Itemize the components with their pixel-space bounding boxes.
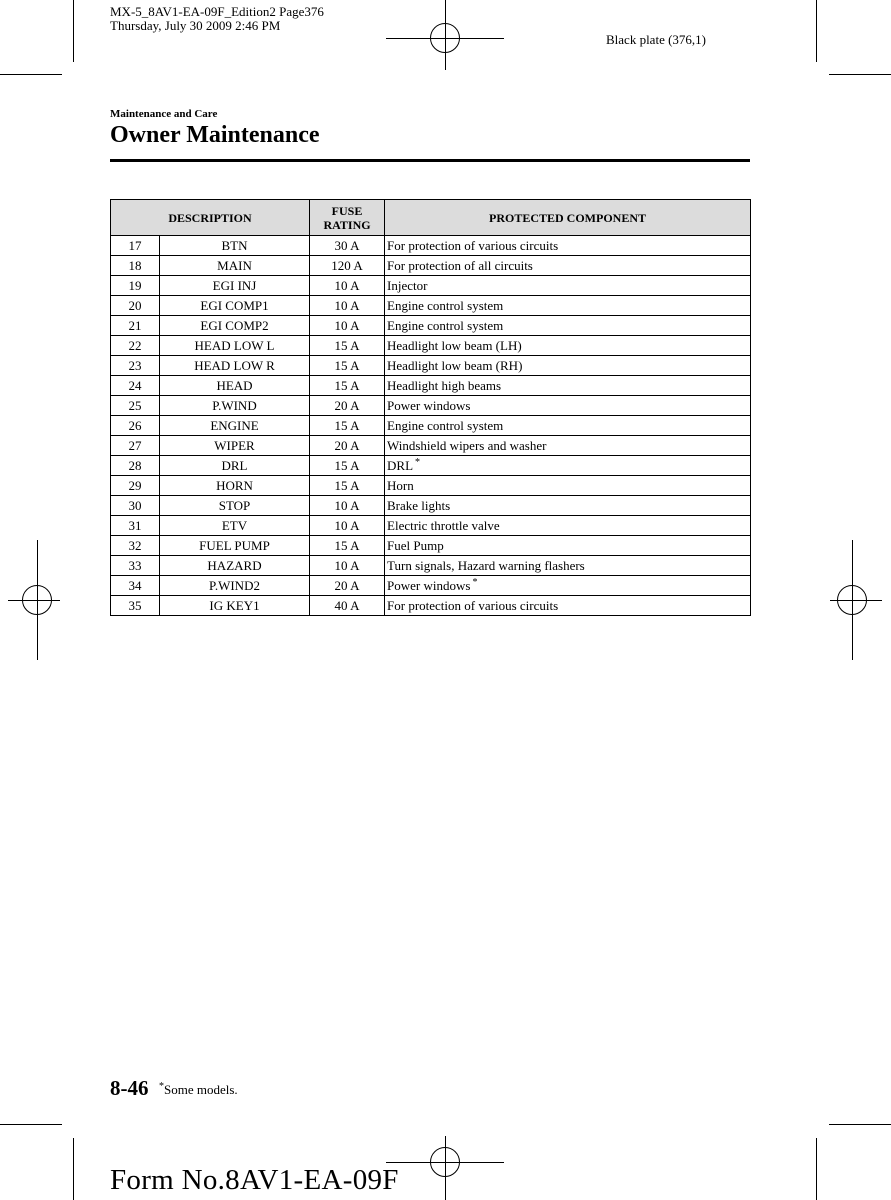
fuse-number-text: 32: [128, 537, 142, 553]
title-underline: [110, 159, 750, 162]
page-title: Owner Maintenance: [110, 122, 320, 148]
fuse-number: [111, 576, 160, 596]
protected-component-text: Power windows: [387, 397, 471, 413]
fuse-description: [160, 556, 310, 576]
fuse-rating-text: 40 A: [334, 597, 360, 613]
protected-component-text: Headlight low beam (RH): [387, 357, 523, 373]
fuse-number-text: 35: [128, 597, 142, 613]
protected-component: [385, 576, 751, 596]
table-row: [111, 236, 751, 256]
fuse-number-text: 17: [128, 237, 142, 253]
fuse-number: [111, 336, 160, 356]
some-models-mark: *: [472, 576, 478, 588]
fuse-number: [111, 296, 160, 316]
fuse-description-text: BTN: [221, 237, 248, 253]
registration-target-icon: [430, 1147, 460, 1177]
header-description: DESCRIPTION: [111, 200, 310, 236]
fuse-description-text: IG KEY1: [209, 597, 260, 613]
fuse-description-text: P.WIND: [212, 397, 257, 413]
header-fuse-line2: RATING: [323, 217, 371, 232]
fuse-number-text: 25: [128, 397, 142, 413]
table-row: [111, 356, 751, 376]
fuse-description-text: FUEL PUMP: [199, 537, 270, 553]
fuse-description-text: EGI INJ: [212, 277, 257, 293]
table-row: [111, 536, 751, 556]
fuse-number: [111, 356, 160, 376]
fuse-description-text: HORN: [216, 477, 253, 493]
footnote-text: Some models.: [164, 1082, 238, 1097]
protected-component: [385, 496, 751, 516]
fuse-rating: [310, 396, 385, 416]
fuse-number: [111, 456, 160, 476]
table-row: [111, 576, 751, 596]
fuse-description: [160, 376, 310, 396]
protected-component-text: Injector: [387, 277, 428, 293]
protected-component-text: Engine control system: [387, 297, 504, 313]
fuse-description-text: WIPER: [214, 437, 255, 453]
fuse-rating: [310, 576, 385, 596]
protected-component-text: Brake lights: [387, 497, 451, 513]
registration-target-icon: [837, 585, 867, 615]
fuse-description-text: HEAD LOW L: [194, 337, 275, 353]
protected-component: [385, 256, 751, 276]
fuse-description-text: HEAD LOW R: [194, 357, 275, 373]
table-row: [111, 476, 751, 496]
fuse-rating: [310, 556, 385, 576]
protected-component: [385, 236, 751, 256]
fuse-description-text: DRL: [221, 457, 248, 473]
fuse-number: [111, 416, 160, 436]
protected-component: [385, 456, 751, 476]
header-fuse-line1: FUSE: [331, 203, 363, 218]
fuse-description: [160, 396, 310, 416]
table-row: [111, 396, 751, 416]
table-row: [111, 256, 751, 276]
table-row: [111, 596, 751, 616]
fuse-description: [160, 276, 310, 296]
fuse-rating-text: 15 A: [334, 377, 360, 393]
section-label: Maintenance and Care: [110, 108, 218, 120]
fuse-number-text: 27: [128, 437, 142, 453]
table-row: [111, 296, 751, 316]
protected-component: [385, 296, 751, 316]
protected-component: [385, 556, 751, 576]
table-row: [111, 516, 751, 536]
fuse-rating: [310, 296, 385, 316]
table-row: [111, 276, 751, 296]
fuse-table: [110, 199, 751, 616]
fuse-description-text: EGI COMP2: [200, 317, 269, 333]
protected-component-text: For protection of various circuits: [387, 237, 559, 253]
fuse-rating-text: 120 A: [331, 257, 363, 273]
fuse-rating-text: 20 A: [334, 397, 360, 413]
fuse-description-text: HAZARD: [207, 557, 262, 573]
fuse-description: [160, 496, 310, 516]
fuse-number-text: 34: [128, 577, 142, 593]
fuse-description: [160, 516, 310, 536]
protected-component-text: Windshield wipers and washer: [387, 437, 547, 453]
fuse-rating: [310, 336, 385, 356]
fuse-description-text: HEAD: [216, 377, 253, 393]
fuse-description: [160, 356, 310, 376]
fuse-number-text: 21: [128, 317, 142, 333]
protected-component: [385, 536, 751, 556]
fuse-description-text: ENGINE: [210, 417, 259, 433]
fuse-number-text: 18: [128, 257, 142, 273]
fuse-description: [160, 596, 310, 616]
fuse-number: [111, 516, 160, 536]
fuse-rating-text: 15 A: [334, 457, 360, 473]
some-models-mark: *: [415, 456, 421, 468]
fuse-number: [111, 396, 160, 416]
fuse-description: [160, 576, 310, 596]
fuse-number: [111, 436, 160, 456]
fuse-rating-text: 10 A: [334, 277, 360, 293]
fuse-number: [111, 596, 160, 616]
table-row: [111, 336, 751, 356]
fuse-rating-text: 10 A: [334, 557, 360, 573]
fuse-number-text: 30: [128, 497, 142, 513]
fuse-description-text: MAIN: [217, 257, 252, 273]
protected-component: [385, 596, 751, 616]
protected-component: [385, 316, 751, 336]
footnote-mark: *: [159, 1081, 164, 1092]
table-row: [111, 416, 751, 436]
fuse-description: [160, 536, 310, 556]
fuse-number: [111, 556, 160, 576]
fuse-number-text: 24: [128, 377, 142, 393]
print-info: [110, 5, 324, 33]
fuse-description: [160, 316, 310, 336]
fuse-number-text: 22: [128, 337, 142, 353]
fuse-number-text: 23: [128, 357, 142, 373]
fuse-rating: [310, 376, 385, 396]
fuse-table-body: [111, 236, 751, 616]
table-row: [111, 316, 751, 336]
page-number: 8-46: [110, 1076, 149, 1100]
table-row: [111, 556, 751, 576]
fuse-number-text: 29: [128, 477, 142, 493]
fuse-rating: [310, 476, 385, 496]
fuse-rating-text: 10 A: [334, 297, 360, 313]
protected-component-text: Fuel Pump: [387, 537, 444, 553]
protected-component: [385, 416, 751, 436]
protected-component-text: DRL: [387, 457, 414, 473]
protected-component: [385, 396, 751, 416]
table-row: [111, 496, 751, 516]
fuse-number: [111, 536, 160, 556]
fuse-number: [111, 256, 160, 276]
protected-component: [385, 516, 751, 536]
registration-target-icon: [430, 23, 460, 53]
fuse-rating: [310, 596, 385, 616]
protected-component: [385, 356, 751, 376]
protected-component: [385, 276, 751, 296]
fuse-rating-text: 15 A: [334, 477, 360, 493]
protected-component-text: Electric throttle valve: [387, 517, 500, 533]
protected-component-text: Power windows: [387, 577, 471, 593]
fuse-number-text: 26: [128, 417, 142, 433]
fuse-number-text: 33: [128, 557, 142, 573]
fuse-rating-text: 10 A: [334, 517, 360, 533]
fuse-number-text: 20: [128, 297, 142, 313]
fuse-description-text: ETV: [221, 517, 248, 533]
protected-component-text: For protection of various circuits: [387, 597, 559, 613]
protected-component-text: Engine control system: [387, 317, 504, 333]
table-row: [111, 456, 751, 476]
fuse-number: [111, 316, 160, 336]
fuse-description: [160, 236, 310, 256]
fuse-description: [160, 436, 310, 456]
fuse-rating: [310, 316, 385, 336]
header-fuse-rating: [310, 200, 385, 236]
protected-component: [385, 476, 751, 496]
protected-component-text: For protection of all circuits: [387, 257, 533, 273]
fuse-rating-text: 20 A: [334, 577, 360, 593]
fuse-description: [160, 416, 310, 436]
registration-target-icon: [22, 585, 52, 615]
fuse-number: [111, 376, 160, 396]
fuse-number: [111, 496, 160, 516]
header-protected-component: PROTECTED COMPONENT: [385, 200, 751, 236]
protected-component-text: Engine control system: [387, 417, 504, 433]
protected-component: [385, 436, 751, 456]
fuse-rating: [310, 256, 385, 276]
fuse-rating: [310, 236, 385, 256]
protected-component-text: Headlight high beams: [387, 377, 502, 393]
fuse-number: [111, 476, 160, 496]
fuse-number: [111, 276, 160, 296]
print-info-line2: Thursday, July 30 2009 2:46 PM: [110, 18, 281, 33]
protected-component-text: Turn signals, Hazard warning flashers: [387, 557, 585, 573]
footnote: [157, 1082, 238, 1098]
fuse-rating: [310, 276, 385, 296]
fuse-number: [111, 236, 160, 256]
fuse-rating: [310, 436, 385, 456]
form-number: Form No.8AV1-EA-09F: [110, 1164, 399, 1196]
fuse-table-header: [111, 200, 751, 236]
fuse-description: [160, 336, 310, 356]
fuse-rating: [310, 496, 385, 516]
fuse-rating-text: 20 A: [334, 437, 360, 453]
fuse-description-text: STOP: [218, 497, 251, 513]
fuse-description: [160, 476, 310, 496]
fuse-description-text: P.WIND2: [209, 577, 260, 593]
protected-component-text: Horn: [387, 477, 414, 493]
fuse-rating: [310, 536, 385, 556]
print-info-line1: MX-5_8AV1-EA-09F_Edition2 Page376: [110, 4, 324, 19]
fuse-number-text: 19: [128, 277, 142, 293]
fuse-rating-text: 10 A: [334, 317, 360, 333]
protected-component: [385, 336, 751, 356]
fuse-rating: [310, 356, 385, 376]
fuse-rating-text: 15 A: [334, 337, 360, 353]
fuse-rating-text: 15 A: [334, 417, 360, 433]
fuse-number-text: 31: [128, 517, 142, 533]
fuse-rating-text: 15 A: [334, 357, 360, 373]
plate-info: Black plate (376,1): [606, 32, 706, 47]
fuse-rating-text: 15 A: [334, 537, 360, 553]
table-row: [111, 436, 751, 456]
fuse-description: [160, 456, 310, 476]
fuse-rating: [310, 456, 385, 476]
fuse-description-text: EGI COMP1: [200, 297, 269, 313]
fuse-number-text: 28: [128, 457, 142, 473]
fuse-rating-text: 30 A: [334, 237, 360, 253]
fuse-rating: [310, 516, 385, 536]
fuse-rating: [310, 416, 385, 436]
protected-component-text: Headlight low beam (LH): [387, 337, 522, 353]
table-row: [111, 376, 751, 396]
fuse-rating-text: 10 A: [334, 497, 360, 513]
protected-component: [385, 376, 751, 396]
fuse-description: [160, 296, 310, 316]
fuse-description: [160, 256, 310, 276]
